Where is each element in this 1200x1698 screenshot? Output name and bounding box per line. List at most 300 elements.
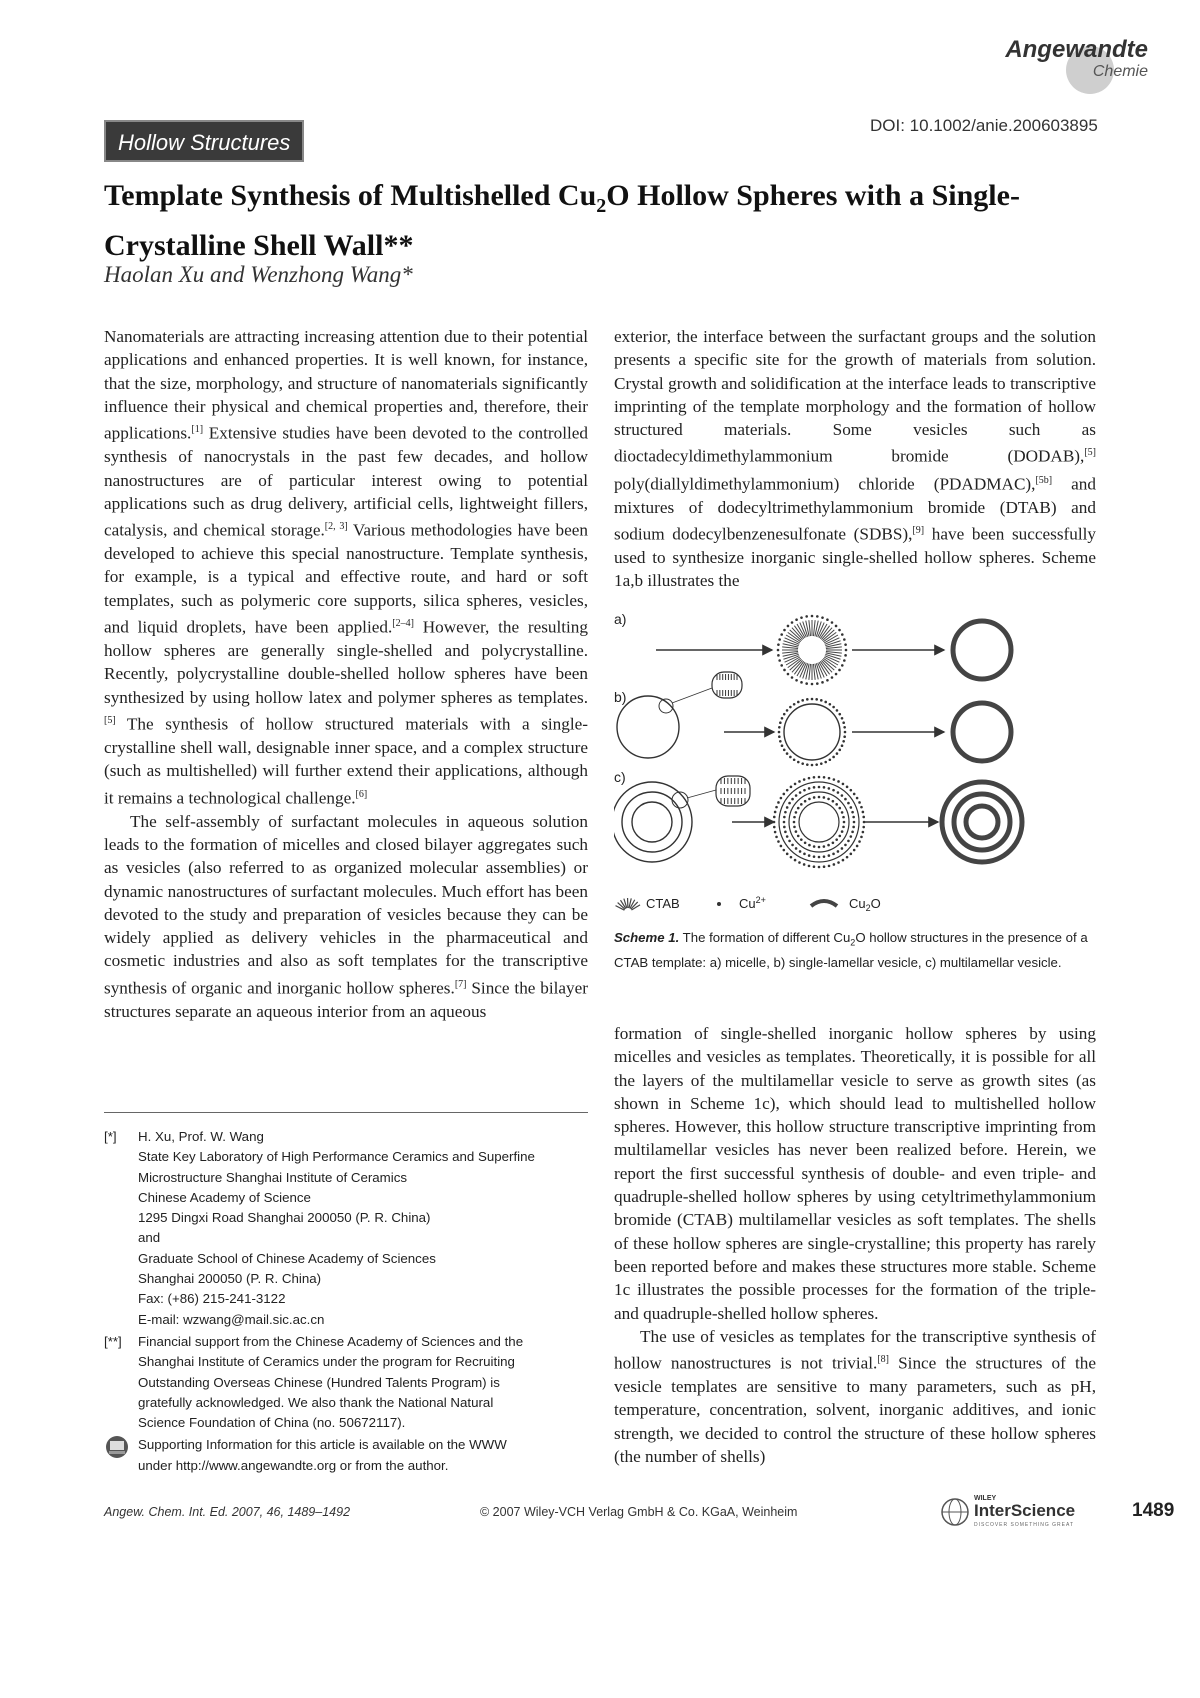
cu-ion-dot [823, 865, 826, 868]
cu-ion-dot [795, 847, 798, 850]
text: Nanomaterials are attracting increasing attention due to their potential applications and enhanced properties. It is well known, for instance, that the size, morphology, and structure of nanomaterials significantly influence their physical and chemical properties and, therefore, their applications. [104, 327, 588, 443]
cu-ion-dot [808, 865, 811, 868]
cu-ion-dot [778, 735, 781, 738]
legend-cu-label [739, 895, 766, 911]
cu-ion-dot [832, 706, 835, 709]
cu-ion-dot [813, 796, 816, 799]
legend-cu2o-label [849, 896, 881, 913]
cu-ion-dot [813, 855, 816, 858]
multi-shell-sphere-middle [954, 794, 1010, 850]
surfactant-tail [782, 651, 798, 653]
lamella-ring [779, 782, 859, 862]
multilamellar-vesicle-middle [622, 792, 682, 852]
cu-ion-dot [835, 673, 838, 676]
cu-ion-dot [858, 840, 861, 843]
text: poly(diallyldimethylammonium) chloride (PDADMAC), [614, 474, 1036, 494]
reference[interactable]: [6] [355, 788, 368, 800]
page-number: 1489 [1132, 1500, 1175, 1521]
publisher-tagline: DISCOVER SOMETHING GREAT [974, 1522, 1075, 1528]
cu-ion-dot [818, 856, 821, 859]
cu-ion-dot [777, 643, 780, 646]
cu-ion-dot [828, 777, 831, 780]
cu-ion-dot [790, 856, 793, 859]
cu-ion-dot [786, 709, 789, 712]
globe-icon [940, 1497, 970, 1527]
cu-ion-dot [780, 633, 783, 636]
cu-ion-dot [837, 780, 840, 783]
cu-ion-dot [853, 821, 856, 824]
reference[interactable]: [8] [877, 1354, 889, 1366]
article-title [104, 176, 1064, 266]
cu-ion-dot [804, 800, 807, 803]
cu-ion-dot [828, 865, 831, 868]
cu-ion-dot [842, 859, 845, 862]
paragraph-2 [104, 810, 588, 1023]
cu-ion-dot [813, 776, 816, 779]
cu-ion-dot [827, 844, 830, 847]
cu-ion-dot [828, 854, 831, 857]
cu-ion-dot [820, 762, 823, 765]
cu-ion-dot [862, 816, 865, 819]
surfactant-tail [826, 647, 842, 649]
cu-ion-dot [777, 649, 780, 652]
multilamellar-vesicle-inner [632, 802, 672, 842]
cu-ion-dot [811, 615, 814, 618]
cu-ion-dot [797, 835, 800, 838]
cu-ion-dot [779, 721, 782, 724]
reference[interactable]: [7] [454, 978, 467, 990]
cu-ion-dot [783, 713, 786, 716]
cu-ion-dot [821, 681, 824, 684]
cu-ion-dot [791, 844, 794, 847]
reference[interactable]: [5b] [1035, 474, 1053, 486]
cu-ion-dot [843, 726, 846, 729]
cu-ion-dot [798, 861, 801, 864]
cu-ion-dot [779, 740, 782, 743]
text: Since the bilayer structures separate an aqueous interior from an aqueous [104, 978, 589, 1021]
footnote-mark: [**] [104, 1333, 122, 1349]
cu-ion-dot [842, 721, 845, 724]
cu-ion-dot [795, 618, 798, 621]
cu-ion-dot [841, 717, 844, 720]
surfactant-tail [782, 647, 798, 649]
footnote-mark: [*] [104, 1129, 117, 1144]
cu-ion-dot [805, 682, 808, 685]
text: The synthesis of hollow structured materials with a single-crystalline shell wall, designable inner space, and a complex structure (such as multishelled) will further extend their applications, although it remains a technological challenge. [104, 714, 588, 808]
text: The self-assembly of surfactant molecules in aqueous solution leads to the formation of micelles and closed bilayer aggregates such as vesicles (also referred to as organized molecular assemblies) or dynamic nanostructures of surfactant molecules. Much effort has been devoted to the study and preparation of vesicles because they can be widely applied as delivery vehicles in the pharmaceutical and cosmetic industries and also as soft templates for the transcriptive synthesis of organic and inorganic hollow spheres. [104, 811, 588, 998]
cu-ion-dot [824, 701, 827, 704]
legend-ctab-symbol [616, 898, 641, 910]
cu-ion-dot [844, 844, 847, 847]
journal-logo [1005, 28, 1160, 88]
caption-label: Scheme 1. [614, 930, 680, 945]
cu-ion-dot [841, 664, 844, 667]
footnote-line: Shanghai 200050 (P. R. China) [138, 1271, 322, 1287]
right-column-top [614, 325, 1096, 592]
cu-ion-dot [797, 761, 800, 764]
cu-ion-dot [846, 786, 849, 789]
journal-logo-sub: Chemie [1092, 63, 1148, 80]
cu-ion-dot [778, 659, 781, 662]
cu-ion-dot [777, 840, 780, 843]
cu-ion-dot [799, 850, 802, 853]
cu-ion-dot [789, 706, 792, 709]
cu-ion-dot [841, 811, 844, 814]
footnote-line: Chinese Academy of Science [138, 1189, 311, 1205]
cu-ion-dot [783, 669, 786, 672]
cu-ion-dot [842, 740, 845, 743]
cu-ion-dot [783, 826, 786, 829]
footnote-line: Fax: (+86) 215-241-3122 [138, 1291, 286, 1307]
paragraph-1 [104, 325, 588, 810]
cu-ion-dot [804, 841, 807, 844]
cu-ion-dot [838, 629, 841, 632]
paragraph-3 [614, 325, 1096, 592]
cu-ion-dot [793, 816, 796, 819]
title-subscript: 2 [596, 195, 607, 217]
surfactant-tail [783, 644, 799, 647]
cu-ion-dot [850, 789, 853, 792]
cu-ion-dot [858, 801, 861, 804]
cu-ion-dot [793, 826, 796, 829]
footnote-line: gratefully acknowledged. We also thank the National Natural [138, 1394, 494, 1410]
cu-ion-dot [838, 807, 841, 810]
surfactant-tail [826, 653, 842, 656]
cu-ion-dot [836, 752, 839, 755]
cu-ion-dot [774, 811, 777, 814]
cu-ion-dot [838, 669, 841, 672]
publisher-logo [940, 1495, 1130, 1529]
cu-ion-dot [843, 821, 846, 824]
reference[interactable]: [9] [912, 524, 925, 536]
cu-ion-dot [793, 821, 796, 824]
cu-ion-dot [862, 831, 865, 834]
footnotes [104, 1127, 588, 1476]
cu-ion-dot [841, 633, 844, 636]
cu-ion-dot [783, 793, 786, 796]
cu-ion-dot [799, 791, 802, 794]
surfactant-tail [826, 644, 842, 647]
cu-ion-dot [815, 763, 818, 766]
footnote-line: 1295 Dingxi Road Shanghai 200050 (P. R. China) [138, 1210, 431, 1226]
cu-ion-dot [777, 801, 780, 804]
publisher-small: WILEY [974, 1495, 997, 1502]
cu-ion-dot [811, 698, 814, 701]
footnote-line: under http://www.angewandte.org or from the author. [138, 1457, 449, 1473]
cu-ion-dot [818, 866, 821, 869]
cu-ion-dot [843, 735, 846, 738]
cu-ion-dot [836, 709, 839, 712]
zoom-line-c [687, 790, 716, 798]
paragraph-5 [614, 1325, 1096, 1469]
cu-ion-dot [786, 789, 789, 792]
title-part-2: O Hollow Spheres with a Single-Crystalline Shell Wall** [104, 179, 1020, 262]
cu-ion-dot [773, 816, 776, 819]
section-tag: Hollow Structures [104, 120, 304, 162]
text: have been successfully used to synthesize inorganic single-shelled hollow spheres. Scheme 1a,b illustrates the [614, 524, 1096, 591]
footnote-line: State Key Laboratory of High Performance Ceramics and Superfine [138, 1149, 535, 1165]
cu-ion-dot [828, 787, 831, 790]
cu-ion-dot [781, 717, 784, 720]
right-column-bottom [614, 1022, 1096, 1468]
footnote-rule [104, 1112, 588, 1113]
cu-ion-dot [784, 831, 787, 834]
cu-ion-dot [835, 838, 838, 841]
cu-ion-dot [793, 703, 796, 706]
surfactant-tail [806, 621, 809, 637]
cu-ion-dot [780, 797, 783, 800]
single-shell-sphere-a [953, 621, 1011, 679]
cu-ion-dot [786, 835, 789, 838]
cu-ion-dot [806, 763, 809, 766]
cu-ion-dot [784, 811, 787, 814]
cu-ion-dot [843, 659, 846, 662]
cu-ion-dot [815, 698, 818, 701]
cu-ion-dot [841, 830, 844, 833]
supporting-info-body [138, 1435, 507, 1476]
cu-ion-dot [801, 699, 804, 702]
cu-ion-dot [791, 676, 794, 679]
cu-ion-dot [844, 643, 847, 646]
cu-ion-dot [820, 699, 823, 702]
cu-ion-dot [794, 783, 797, 786]
cu-ion-dot [773, 821, 776, 824]
cu-ion-dot [850, 835, 853, 838]
reference[interactable]: [1] [191, 424, 204, 436]
copyright: © 2007 Wiley-VCH Verlag GmbH & Co. KGaA, Weinheim [480, 1505, 798, 1519]
panel-label-c: c) [614, 769, 626, 785]
cu-ion-dot [806, 698, 809, 701]
cu-ion-dot [831, 621, 834, 624]
footnote-body [138, 1127, 535, 1330]
cu-ion-dot [842, 783, 845, 786]
legend-cu2o-sub: 2 [865, 903, 871, 913]
cu-ion-dot [778, 731, 781, 734]
zoom-line-b [672, 688, 712, 703]
cu-ion-dot [805, 615, 808, 618]
cu-ion-dot [778, 638, 781, 641]
single-shell-sphere-b [953, 703, 1011, 761]
cu-ion-dot [824, 761, 827, 764]
multi-shell-sphere-inner [966, 806, 998, 838]
cu-ion-dot [795, 679, 798, 682]
surfactant-tail [815, 621, 818, 637]
cu-ion-dot [797, 701, 800, 704]
cu-ion-dot [838, 749, 841, 752]
cu-ion-dot [853, 849, 856, 852]
cu-ion-dot [829, 703, 832, 706]
text: and mixtures of dodecyltrimethylammonium bromide (DTAB) and sodium dodecylbenzenesulfonate (SDBS), [614, 474, 1096, 544]
cu-ion-dot [851, 811, 854, 814]
cu-ion-dot [791, 621, 794, 624]
text: However, the resulting hollow spheres are generally single-shelled and polycrystalline. Recently, polycrystalline double-shelled hollow spheres have been synthesized by using hollow latex and polymer spheres as templates. [104, 617, 588, 707]
journal-logo-main: Angewandte [1005, 36, 1148, 63]
single-lamellar-vesicle [617, 696, 679, 758]
footnote-line: Financial support from the Chinese Academy of Sciences and the [138, 1333, 524, 1349]
surfactant-tail [815, 664, 818, 680]
cu-ion-dot [803, 853, 806, 856]
cu-ion-dot [823, 845, 826, 848]
footnote-line: Microstructure Shanghai Institute of Ceramics [138, 1169, 408, 1185]
cu-ion-dot [841, 744, 844, 747]
cu-ion-dot [781, 744, 784, 747]
legend-cu-dot [717, 902, 721, 906]
cu-ion-dot [775, 836, 778, 839]
multilamellar-vesicle-outer [614, 782, 692, 862]
footnote-line: E-mail: wzwang@mail.sic.ac.cn [138, 1311, 325, 1327]
footnote-line: Outstanding Overseas Chinese (Hundred Talents Program) is [138, 1374, 500, 1390]
cu-ion-dot [789, 756, 792, 759]
cu-ion-dot [808, 844, 811, 847]
cu-ion-dot [856, 797, 859, 800]
cu-ion-dot [862, 826, 865, 829]
cu-ion-dot [832, 756, 835, 759]
cu-ion-dot [852, 826, 855, 829]
cu-ion-dot [833, 778, 836, 781]
cu-ion-dot [835, 625, 838, 628]
vesicle-membrane [784, 704, 840, 760]
cu-ion-dot [811, 683, 814, 686]
cu-ion-dot [791, 798, 794, 801]
cu-ion-dot [808, 787, 811, 790]
cu-ion-dot [860, 806, 863, 809]
cu-ion-dot [773, 826, 776, 829]
footnote-line: Supporting Information for this article is available on the WWW [138, 1437, 507, 1453]
cu-ion-dot [800, 681, 803, 684]
cu-ion-dot [794, 859, 797, 862]
cu-ion-dot [797, 807, 800, 810]
cu-ion-dot [832, 800, 835, 803]
reference[interactable]: [5] [104, 714, 116, 726]
cu-ion-dot [818, 796, 821, 799]
reference[interactable]: [2–4] [392, 618, 414, 630]
cu-ion-dot [843, 638, 846, 641]
cu-ion-dot [795, 811, 798, 814]
cu-ion-dot [851, 831, 854, 834]
surfactant-tail [809, 620, 811, 636]
footnote-line: Science Foundation of China (no. 50672117). [138, 1415, 406, 1431]
cu-ion-dot [837, 861, 840, 864]
micelle-with-shell [777, 615, 848, 686]
cu-ion-dot [793, 758, 796, 761]
computer-icon [104, 1435, 134, 1459]
cu-ion-dot [803, 789, 806, 792]
cu-ion-dot [798, 780, 801, 783]
cu-ion-dot [844, 731, 847, 734]
surfactant-tail [809, 664, 811, 680]
cu-ion-dot [778, 726, 781, 729]
cu-ion-dot [786, 806, 789, 809]
cu-ion-dot [846, 856, 849, 859]
surfactant-tail [813, 620, 815, 636]
cu-ion-dot [808, 798, 811, 801]
cu-ion-dot [821, 616, 824, 619]
cu-ion-dot [813, 786, 816, 789]
panel-label-a: a) [614, 611, 627, 627]
cu-ion-dot [780, 845, 783, 848]
cu-ion-dot [816, 615, 819, 618]
cu-ion-dot [823, 855, 826, 858]
cu-ion-dot [827, 798, 830, 801]
footnote-affiliation [104, 1127, 588, 1330]
cu-ion-dot [837, 850, 840, 853]
publisher-main: InterScience [974, 1501, 1076, 1520]
panel-label-b: b) [614, 689, 627, 705]
footnote-line: H. Xu, Prof. W. Wang [138, 1129, 264, 1144]
cu-ion-dot [862, 811, 865, 814]
cu-ion-dot [844, 654, 847, 657]
cu-ion-dot [826, 679, 829, 682]
text: The use of vesicles as templates for the transcriptive synthesis of hollow nanostructures is not trivial. [614, 1326, 1096, 1373]
cu-ion-dot [842, 826, 845, 829]
surfactant-tail [783, 653, 799, 656]
caption-text-b: O hollow structures in the presence of a CTAB template: a) micelle, b) single-lamellar vesicle, c) multilamellar vesicle. [614, 930, 1088, 971]
reference[interactable]: [2, 3] [324, 521, 348, 533]
caption-text-a: The formation of different Cu [679, 930, 851, 945]
cu-ion-dot [783, 629, 786, 632]
cu-ion-dot [847, 840, 850, 843]
surfactant-tail [806, 664, 809, 680]
footnote-line: and [138, 1230, 161, 1246]
cu-ion-dot [795, 794, 798, 797]
cu-ion-dot [803, 863, 806, 866]
reference[interactable]: [5] [1084, 447, 1096, 459]
cu-ion-dot [800, 803, 803, 806]
cu-ion-dot [838, 835, 841, 838]
cu-ion-dot [801, 762, 804, 765]
cu-ion-dot [860, 836, 863, 839]
cu-ion-dot [823, 796, 826, 799]
cu-ion-dot [845, 649, 848, 652]
cu-ion-dot [808, 854, 811, 857]
cu-ion-dot [816, 682, 819, 685]
cu-ion-dot [852, 816, 855, 819]
cu-ion-dot [783, 816, 786, 819]
cu-ion-dot [823, 786, 826, 789]
paragraph-4: formation of single-shelled inorganic hollow spheres by using micelles and vesicles as templates. Theoretically, it is possible for all the layers of the multilamellar vesicle to serve as growth sites (as shown in Scheme 1c), which should lead to multishelled hollow spheres. However, this hollow structure transcriptive imprinting from multilamellar vesicles has never been realized before. Herein, we report the first successful synthesis of double- and even triple- and quadruple-shelled hollow spheres by using cetyltrimethylammonium bromide (CTAB) multilamellar vesicles as soft templates. The shells of these hollow spheres are single-crystalline; this property has rarely been reported before and makes these structures more stable. Scheme 1c illustrates the possible processes for the formation of the triple- and quadruple-shelled hollow spheres. [614, 1024, 1096, 1323]
cu-ion-dot [842, 816, 845, 819]
cu-ion-dot [850, 806, 853, 809]
cu-ion-dot [847, 802, 850, 805]
cu-ion-dot [783, 821, 786, 824]
text: Since the structures of the vesicle templates are sensitive to many parameters, such as pH, temperature, concentration, solvent, inorganic additives, and ionic strength, we decided to control the structure of these hollow spheres (the number of shells) [614, 1353, 1096, 1467]
cu-ion-dot [826, 618, 829, 621]
cu-ion-dot [844, 798, 847, 801]
footnote-funding [104, 1332, 588, 1433]
title-part-1: Template Synthesis of Multishelled Cu [104, 179, 597, 212]
lamella-ring [799, 802, 839, 842]
cu-ion-dot [780, 664, 783, 667]
legend-cu2o-end: O [870, 896, 881, 911]
cu-ion-dot [813, 865, 816, 868]
cu-ion-dot [787, 625, 790, 628]
cu-ion-dot [786, 752, 789, 755]
legend-cu-sup: 2+ [755, 895, 766, 905]
footnote-body [138, 1332, 523, 1433]
legend-cu2o-arc [811, 901, 837, 906]
cu-ion-dot [786, 853, 789, 856]
cu-ion-dot [818, 776, 821, 779]
cu-ion-dot [783, 749, 786, 752]
cu-ion-dot [835, 803, 838, 806]
legend-cu2o-base: Cu [849, 896, 866, 911]
cu-ion-dot [783, 849, 786, 852]
citation: Angew. Chem. Int. Ed. 2007, 46, 1489–1492 [104, 1505, 351, 1519]
vesicle-with-shell [778, 698, 847, 767]
footnote-line: Graduate School of Chinese Academy of Sciences [138, 1250, 436, 1266]
text: Extensive studies have been devoted to the controlled synthesis of nanocrystals in the past few decades, and hollow nanostructures are of particular interest owing to potential applications such as drug delivery, artificial cells, lightweight fillers, catalysis, and chemical storage. [104, 423, 588, 540]
cu-ion-dot [788, 840, 791, 843]
